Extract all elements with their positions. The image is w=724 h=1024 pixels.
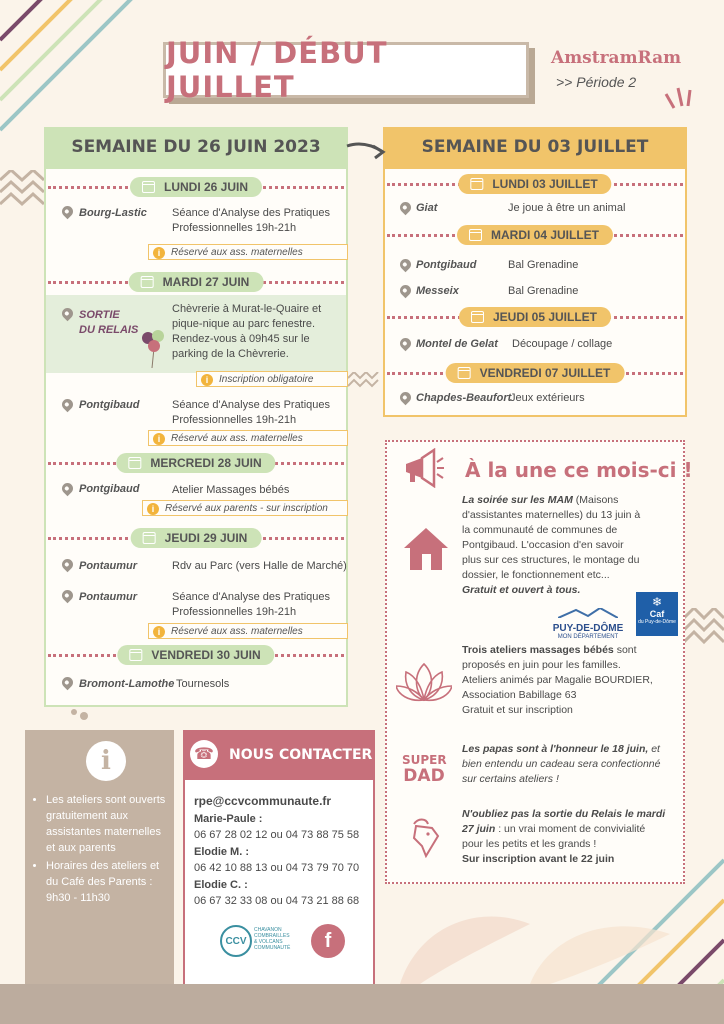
- contact-email[interactable]: rpe@ccvcommunaute.fr: [194, 794, 332, 808]
- place-name: Bourg-Lastic: [79, 207, 147, 219]
- info-icon: i: [153, 247, 165, 259]
- snowflake-icon: ❄: [651, 595, 663, 609]
- activity-desc: Jeux extérieurs: [510, 392, 585, 404]
- place-name: Montel de Gelat: [416, 338, 498, 350]
- activity-desc: Séance d'Analyse des Pratiques Professionnelles 19h-21h: [172, 591, 331, 618]
- day-pill: JEUDI 05 JUILLET: [459, 307, 611, 327]
- activity-desc: Chèvrerie à Murat-le-Quaire et pique-nique au parc fenestre. Rendez-vous à 09h45 sur le parking de la Chèvrerie.: [172, 303, 322, 360]
- superdad-logo: SUPER DAD: [402, 753, 447, 786]
- activity-desc: Tournesols: [176, 678, 230, 690]
- place-name: Chapdes-Beaufort: [416, 392, 512, 404]
- place-name: Pontaumur: [79, 560, 138, 572]
- day-row: [44, 645, 348, 665]
- contact-name: Elodie M. :: [194, 846, 249, 858]
- calendar-icon: [128, 457, 141, 469]
- ccv-logo: CCV: [220, 925, 252, 957]
- place-name: Pontgibaud: [416, 259, 477, 271]
- day-pill: LUNDI 26 JUIN: [130, 177, 262, 197]
- place-name: Pontgibaud: [79, 483, 140, 495]
- calendar-icon: [471, 311, 484, 323]
- day-row: [44, 177, 348, 197]
- contact-phones[interactable]: 06 67 28 02 12 ou 04 73 88 75 58: [194, 829, 360, 841]
- note-inscription: i Inscription obligatoire: [196, 371, 348, 387]
- day-row: [44, 272, 348, 292]
- period-label: >> Période 2: [556, 74, 637, 90]
- goat-icon: [404, 816, 444, 858]
- sortie-reminder-text: N'oubliez pas la sortie du Relais le mardi 27 juin : un vrai moment de convivialité pour les petits et les grands ! Sur inscription avant le 22 juin: [462, 808, 666, 865]
- contact-header: NOUS CONTACTER: [183, 730, 375, 780]
- footer-bar: [0, 984, 724, 1024]
- week2-header: SEMAINE DU 03 JUILLET: [383, 127, 687, 167]
- day-pill: VENDREDI 30 JUIN: [117, 645, 274, 665]
- activity-desc: Séance d'Analyse des Pratiques Professionnelles 19h-21h: [172, 399, 331, 426]
- calendar-icon: [470, 178, 483, 190]
- arrow-right-icon: [345, 140, 387, 160]
- activity-desc: Rdv au Parc (vers Halle de Marché): [172, 560, 347, 572]
- caf-logo: ❄ Caf du Puy-de-Dôme: [636, 592, 678, 636]
- contact-name: Marie-Paule :: [194, 813, 263, 825]
- lotus-icon: [396, 660, 452, 704]
- day-pill: VENDREDI 07 JUILLET: [446, 363, 625, 383]
- note-reserved: i Réservé aux ass. maternelles: [148, 430, 348, 446]
- activity-desc: Bal Grenadine: [508, 259, 579, 271]
- massage-text: Trois ateliers massages bébés sont proposés en juin pour les familles. Ateliers animés par Magalie BOURDIER, Association Babillage 63 Gratuit et sur inscription: [462, 644, 653, 716]
- week1-header: SEMAINE DU 26 JUIN 2023: [44, 127, 348, 167]
- activity-desc: Bal Grenadine: [508, 285, 579, 297]
- note-reserved-parents: i Réservé aux parents - sur inscription: [142, 500, 348, 516]
- sparkle-decoration: [662, 80, 702, 110]
- info-icon: i: [201, 374, 213, 386]
- info-item: • Les ateliers sont ouverts gratuitement aux assistantes maternelles et aux parents: [46, 792, 168, 856]
- place-name: Bromont-Lamothe: [79, 678, 175, 690]
- day-pill: MARDI 27 JUIN: [129, 272, 264, 292]
- day-row: [383, 363, 687, 383]
- info-icon: i: [153, 626, 165, 638]
- ccv-logo-text: CHAVANON COMBRAILLES & VOLCANS COMMUNAUTÉ: [254, 927, 291, 951]
- activity-desc: Séance d'Analyse des Pratiques Professionnelles 19h-21h: [172, 207, 331, 234]
- balloons-icon: [140, 328, 170, 370]
- calendar-icon: [129, 649, 142, 661]
- contact-phones[interactable]: 06 42 10 88 13 ou 04 73 79 70 70: [194, 862, 360, 874]
- mam-text: La soirée sur les MAM (Maisons d'assistantes maternelles) du 13 juin à la communauté de communes de Pontgibaud. L'occasion d'en savoir plus sur ces structures, le montage du dossier, le fonctionnement etc... Gratuit et ouvert à tous.: [462, 494, 641, 596]
- note-reserved: i Réservé aux ass. maternelles: [148, 623, 348, 639]
- activity-desc: Je joue à être un animal: [508, 202, 626, 214]
- puy-de-dome-logo: PUY-DE-DÔME MON DÉPARTEMENT: [548, 605, 628, 635]
- activity-desc: Découpage / collage: [512, 338, 613, 350]
- mountain-icon: [558, 608, 618, 618]
- day-pill: MERCREDI 28 JUIN: [116, 453, 275, 473]
- brand-name: AmstramRam: [551, 48, 682, 68]
- calendar-icon: [143, 532, 156, 544]
- info-icon: i: [147, 503, 159, 515]
- day-row: [383, 225, 687, 245]
- leaf-decoration: [380, 884, 700, 984]
- contact-name: Elodie C. :: [194, 879, 248, 891]
- day-row: [383, 174, 687, 194]
- day-row: [383, 307, 687, 327]
- calendar-icon: [142, 181, 155, 193]
- day-pill: JEUDI 29 JUIN: [131, 528, 262, 548]
- place-name: Giat: [416, 202, 438, 214]
- page-title-box: [163, 36, 529, 104]
- place-name: Pontgibaud: [79, 399, 140, 411]
- facebook-icon[interactable]: f: [311, 924, 345, 958]
- day-pill: LUNDI 03 JUILLET: [458, 174, 611, 194]
- phone-icon: ☎: [190, 740, 218, 768]
- calendar-icon: [469, 229, 482, 241]
- dots-decoration: [70, 708, 94, 722]
- place-name: Messeix: [416, 285, 459, 297]
- info-list: [32, 792, 168, 908]
- zigzag-decoration-middle: [348, 372, 382, 388]
- sortie-label: SORTIE DU RELAIS: [79, 309, 139, 336]
- note-reserved: i Réservé aux ass. maternelles: [148, 244, 348, 260]
- day-pill: MARDI 04 JUILLET: [457, 225, 613, 245]
- info-circle-icon: i: [86, 741, 126, 781]
- info-icon: i: [153, 433, 165, 445]
- activity-desc: Atelier Massages bébés: [172, 484, 290, 496]
- contact-phones[interactable]: 06 67 32 33 08 ou 04 73 21 88 68: [194, 895, 360, 907]
- zigzag-decoration-right: [684, 608, 724, 658]
- calendar-icon: [141, 276, 154, 288]
- fathers-day-text: Les papas sont à l'honneur le 18 juin, et bien entendu un cadeau sera confectionné sur certains ateliers !: [462, 743, 661, 785]
- day-row: [44, 453, 348, 473]
- place-name: Pontaumur: [79, 591, 138, 603]
- house-icon: [402, 526, 450, 572]
- info-item: • Horaires des ateliers et du Café des Parents : 9h30 - 11h30: [46, 858, 168, 906]
- page-title: JUIN / DÉBUT JUILLET: [166, 36, 388, 104]
- zigzag-decoration-left: [0, 170, 44, 220]
- calendar-icon: [458, 367, 471, 379]
- headline-title: À la une ce mois-ci !: [465, 458, 693, 482]
- day-row: [44, 528, 348, 548]
- megaphone-icon: [400, 448, 444, 488]
